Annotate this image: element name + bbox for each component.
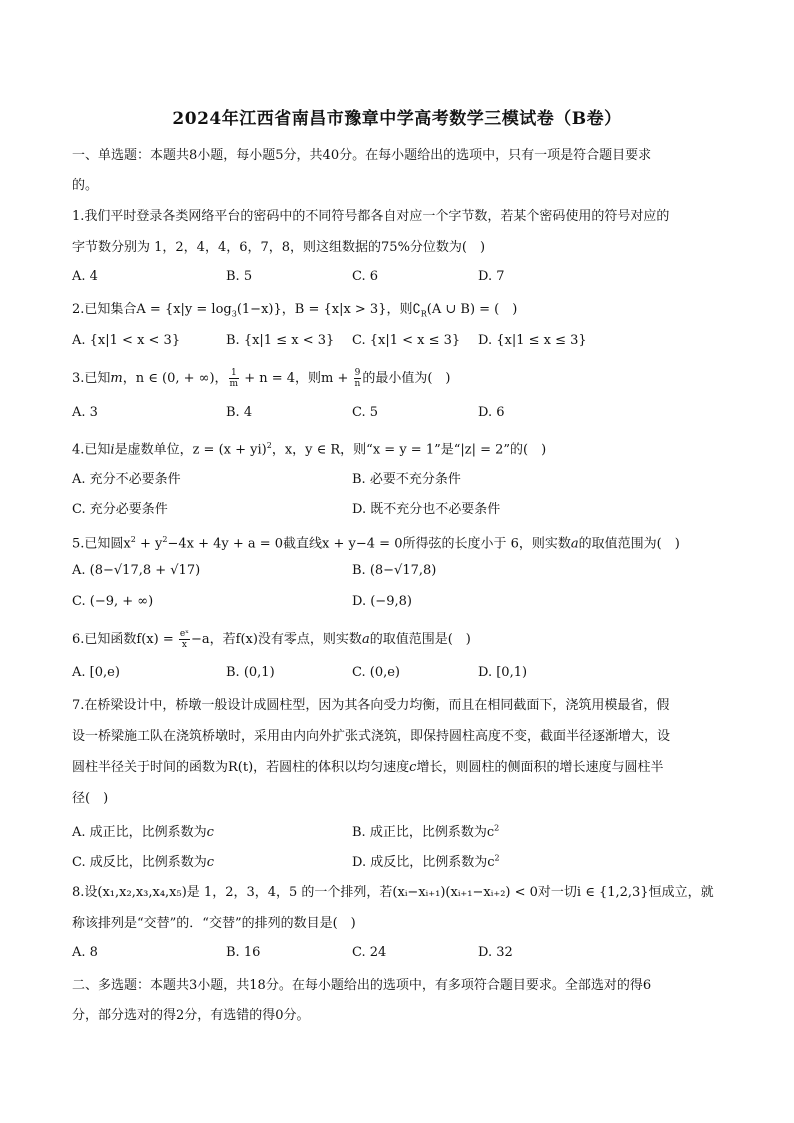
variable: i <box>110 442 115 458</box>
option-d: D. 6 <box>478 405 505 420</box>
options-4b <box>72 498 722 520</box>
question-text: −a，若f(x)没有零点，则实数 <box>191 632 362 647</box>
option-d: D. 7 <box>478 269 505 284</box>
question-8 <box>72 877 722 939</box>
section-multi-choice-heading <box>72 971 722 1031</box>
variable: c <box>206 825 214 840</box>
question-text: 4.已知 <box>72 442 111 458</box>
option-b: B. 4 <box>226 405 253 420</box>
variable: c <box>409 760 417 775</box>
fraction: $\frac{\text{eˣ}}{x}$ <box>179 629 189 650</box>
question-text: 圆柱半径关于时间的函数为R(t)，若圆柱的体积以均匀速度c增长，则圆柱的侧面积的增长速度与圆柱半 <box>72 760 664 775</box>
option-c: C. {x|1 < x ≤ 3} <box>352 333 461 348</box>
question-text: 字节数分别为 1，2，4，4，6，7，8，则这组数据的75%分位数为( ) <box>72 240 486 255</box>
page-title: 2024年江西省南昌市豫章中学高考数学三模试卷（B卷） <box>172 109 622 129</box>
question-text: (1−x)}，B = {x|x > 3}，则∁ <box>236 302 421 317</box>
option-a: A. 4 <box>72 269 98 284</box>
section-heading-line: 二、多选题：本题共3小题，共18分。在每小题给出的选项中，有多项符合题目要求。全部选对的得6 <box>72 978 652 993</box>
question-text: 3.已知 <box>72 371 111 386</box>
options-2 <box>72 333 722 355</box>
section-heading-line: 分，部分选对的得2分，有选错的得0分。 <box>72 1008 310 1023</box>
question-text: 的取值范围是( ) <box>369 632 471 647</box>
options-4a <box>72 468 722 490</box>
options-6 <box>72 665 722 687</box>
superscript: 2 <box>162 535 168 544</box>
subscript: 3 <box>231 309 237 319</box>
option-c: C. 6 <box>352 269 379 284</box>
option-d: D. 32 <box>478 945 513 960</box>
option-a: A. 成正比，比例系数为c <box>72 825 214 840</box>
section-heading-line: 的。 <box>72 178 99 193</box>
fraction: $\frac{9}{n}$ <box>354 368 361 389</box>
option-a: A. 3 <box>72 405 98 420</box>
option-c: C. 成反比，比例系数为c <box>72 855 215 870</box>
option-a: A. 8 <box>72 945 98 960</box>
option-c: C. 5 <box>352 405 379 420</box>
question-text: + n = 4，则m + <box>240 371 353 386</box>
question-2 <box>72 294 722 330</box>
option-c: C. 充分必要条件 <box>72 502 168 517</box>
superscript: 2 <box>266 441 272 450</box>
question-text: 的最小值为( ) <box>362 371 451 386</box>
question-text: 6.已知函数f(x) = <box>72 632 178 647</box>
option-c: C. (0,e) <box>352 665 400 680</box>
variable: m <box>110 371 123 386</box>
options-3 <box>72 405 722 427</box>
option-b: B. 必要不充分条件 <box>352 472 461 487</box>
option-b: B. 成正比，比例系数为$c^2$ <box>352 823 500 840</box>
question-text: (A ∪ B) = ( ) <box>426 302 518 317</box>
question-text: 1.我们平时登录各类网络平台的密码中的不同符号都各自对应一个字节数，若某个密码使用的符号对应的 <box>72 209 670 224</box>
option-b: B. {x|1 ≤ x < 3} <box>226 333 335 348</box>
question-5 <box>72 524 722 559</box>
options-7b <box>72 851 722 873</box>
options-7a <box>72 821 722 843</box>
option-a: A. {x|1 < x < 3} <box>72 333 181 348</box>
option-b: B. 16 <box>226 945 261 960</box>
question-6 <box>72 624 722 655</box>
question-text: ，n ∈ (0, + ∞)， <box>122 371 228 386</box>
option-a: A. (8−√17,8 + √17) <box>72 563 201 578</box>
question-text: 7.在桥梁设计中，桥墩一般设计成圆柱型，因为其各向受力均衡，而且在相同截面下，浇筑用模最省，假 <box>72 698 670 713</box>
question-text: + y <box>135 536 163 552</box>
option-b: B. (8−√17,8) <box>352 563 437 578</box>
question-1 <box>72 201 722 263</box>
section-single-choice-heading <box>72 141 722 201</box>
question-7 <box>72 690 722 814</box>
variable: a <box>361 632 370 647</box>
section-heading-line: 一、单选题：本题共8小题，每小题5分，共40分。在每小题给出的选项中，只有一项是符合题目要求 <box>72 148 652 163</box>
option-c: C. (−9, + ∞) <box>72 594 154 609</box>
question-text: −4x + 4y + a = 0截直线x + y−4 = 0所得弦的长度小于 6，则实数 <box>167 536 571 552</box>
question-3 <box>72 363 722 394</box>
option-a: A. [0,e) <box>72 665 120 680</box>
question-text: 8.设(x₁,x₂,x₃,x₄,x₅)是 1，2，3，4，5 的一个排列，若(xᵢ−xᵢ₊₁)(xᵢ₊₁−xᵢ₊₂) < 0对一切i ∈ {1,2,3}恒成立，就 <box>72 885 714 900</box>
superscript: 2 <box>494 853 500 863</box>
fraction: $\frac{1}{m}$ <box>229 368 239 389</box>
option-b: B. (0,1) <box>226 665 275 680</box>
option-d: D. 成反比，比例系数为$c^2$ <box>352 853 500 870</box>
question-text: 径( ) <box>72 791 109 806</box>
superscript: 2 <box>494 823 500 833</box>
question-text: 称该排列是“交替”的．“交替”的排列的数目是( ) <box>72 916 356 931</box>
question-text: 5.已知圆x <box>72 536 131 552</box>
option-b: B. 5 <box>226 269 253 284</box>
question-text: ，x，y ∈ R，则“x = y = 1”是“|z| = 2”的( ) <box>271 442 547 458</box>
option-d: D. 既不充分也不必要条件 <box>352 502 501 517</box>
option-a: A. 充分不必要条件 <box>72 472 181 487</box>
option-d: D. (−9,8) <box>352 594 412 609</box>
options-1 <box>72 269 722 291</box>
option-d: D. [0,1) <box>478 665 528 680</box>
superscript: 2 <box>130 535 136 544</box>
question-text: 是虚数单位，z = (x + yi) <box>114 442 267 458</box>
options-5a <box>72 563 722 585</box>
question-text: 设一桥梁施工队在浇筑桥墩时，采用由内向外扩张式浇筑，即保持圆柱高度不变，截面半径逐渐增大，设 <box>72 729 671 744</box>
variable: a <box>570 536 579 552</box>
options-5b <box>72 594 722 616</box>
subscript: R <box>420 309 427 319</box>
question-text: 的取值范围为( ) <box>578 536 680 552</box>
question-text: 2.已知集合A = {x|y = log <box>72 302 232 317</box>
option-d: D. {x|1 ≤ x ≤ 3} <box>478 333 587 348</box>
option-c: C. 24 <box>352 945 387 960</box>
variable: c <box>206 855 215 870</box>
question-4 <box>72 430 722 465</box>
options-8 <box>72 945 722 967</box>
